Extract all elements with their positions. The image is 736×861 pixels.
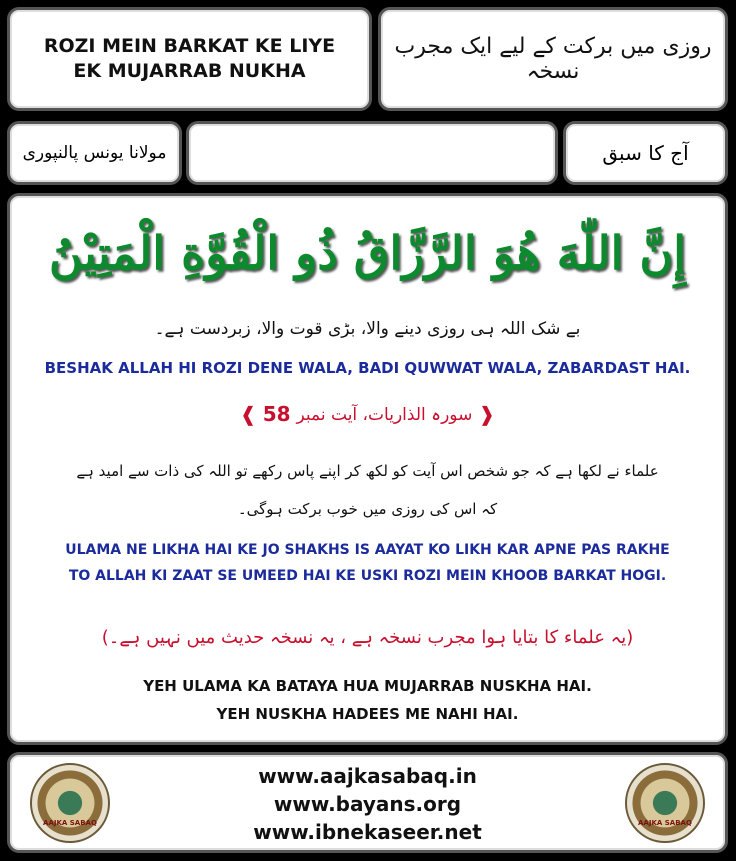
header-title-en-line2: EK MUJARRAB NUKHA bbox=[73, 60, 306, 82]
ulama-ur-line1: علماء نے لکھا ہے کہ جو شخص اس آیت کو لکھ کر اپنے پاس رکھے تو اللہ کی ذات سے امید ہے bbox=[76, 462, 659, 480]
ayah-text: إِنَّ اللّٰهَ هُوَ الرَّزَّاقُ ذُو الْقُوَّةِ الْمَتِيْنُ bbox=[49, 226, 687, 280]
main-content-box bbox=[7, 193, 728, 745]
reference-number: 58 bbox=[262, 402, 291, 426]
lesson-box bbox=[563, 121, 728, 185]
ulama-ur-line2: کہ اس کی روزی میں خوب برکت ہوگی۔ bbox=[237, 500, 498, 518]
translation-en: BESHAK ALLAH HI ROZI DENE WALA, BADI QUWWAT WALA, ZABARDAST HAI. bbox=[44, 359, 691, 377]
author-box bbox=[7, 121, 182, 185]
reference bbox=[10, 396, 725, 432]
footer-box bbox=[7, 752, 728, 853]
note-ur: (یہ علماء کا بتایا ہوا مجرب نسخہ ہے ، یہ نسخہ حدیث میں نہیں ہے۔) bbox=[101, 626, 634, 648]
ulama-en-line1: ULAMA NE LIKHA HAI KE JO SHAKHS IS AAYAT KO LIKH KAR APNE PAS RAKHE bbox=[65, 542, 670, 558]
reference-surah: سورہ الذاریات، آیت نمبر bbox=[296, 404, 473, 425]
reference-bracket-close: ❱ bbox=[239, 402, 257, 426]
logo-left bbox=[30, 763, 110, 843]
reference-bracket-open: ❰ bbox=[478, 402, 496, 426]
ulama-en-line2: TO ALLAH KI ZAAT SE UMEED HAI KE USKI ROZI MEIN KHOOB BARKAT HOGI. bbox=[68, 568, 667, 584]
header-title-ur: روزی میں برکت کے لیے ایک مجرب نسخہ bbox=[394, 34, 712, 84]
translation-ur: بے شک اللہ ہی روزی دینے والا، بڑی قوت والا، زبردست ہے۔ bbox=[154, 318, 581, 339]
lesson-label: آج کا سبق bbox=[602, 141, 689, 165]
logo-right-text: AAJKA SABAQ bbox=[638, 819, 692, 827]
link-ibnekaseer[interactable]: www.ibnekaseer.net bbox=[253, 820, 482, 844]
footer-links bbox=[130, 759, 605, 849]
logo-right bbox=[625, 763, 705, 843]
link-bayans[interactable]: www.bayans.org bbox=[273, 792, 462, 816]
author-name: مولانا یونس پالنپوری bbox=[22, 143, 167, 163]
link-aajkasabaq[interactable]: www.aajkasabaq.in bbox=[258, 764, 477, 788]
header-title-ur-box bbox=[378, 7, 728, 111]
logo-left-text: AAJKA SABAQ bbox=[43, 819, 97, 827]
header-title-en-line1: ROZI MEIN BARKAT KE LIYE bbox=[43, 35, 336, 57]
header-title-en-box bbox=[7, 7, 372, 111]
note-en-line2: YEH NUSKHA HADEES ME NAHI HAI. bbox=[216, 705, 519, 723]
blank-box bbox=[186, 121, 558, 185]
note-en-line1: YEH ULAMA KA BATAYA HUA MUJARRAB NUSKHA HAI. bbox=[143, 677, 592, 695]
